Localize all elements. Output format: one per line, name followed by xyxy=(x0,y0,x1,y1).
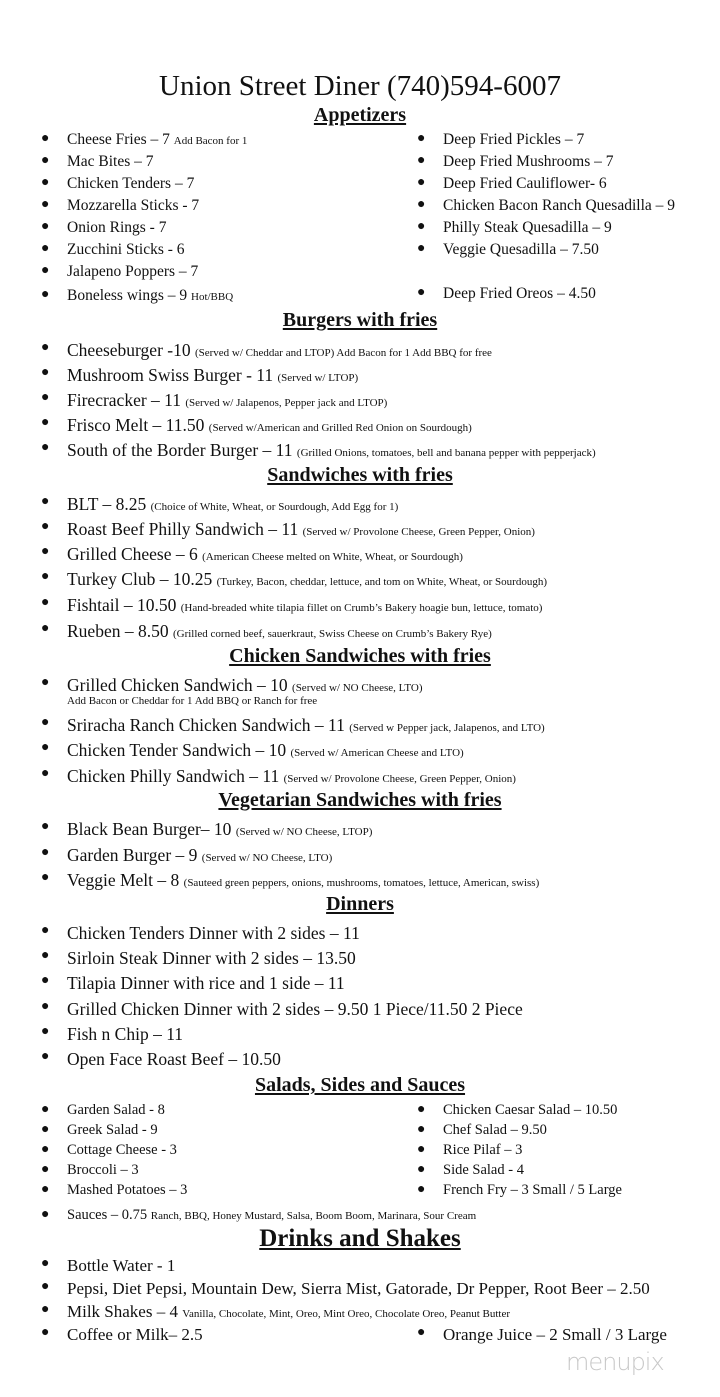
item-note: (Served w/ Jalapenos, Pepper jack and LTOP) xyxy=(185,397,388,409)
item-name: Sauces – 0.75 xyxy=(67,1207,148,1223)
item-note: (Served w/ NO Cheese, LTO) xyxy=(292,682,423,694)
menu-item xyxy=(41,621,492,642)
section-heading: Chicken Sandwiches with fries xyxy=(229,645,491,667)
item-note: (American Cheese melted on White, Wheat, or Sourdough) xyxy=(202,551,463,563)
item-note: (Served w/ NO Cheese, LTOP) xyxy=(235,826,373,838)
bullet-icon: ● xyxy=(41,923,50,938)
menu-item xyxy=(41,766,516,787)
item-name: Fish n Chip – 11 xyxy=(67,1024,184,1044)
menu-item xyxy=(417,241,599,259)
menu-item xyxy=(41,1162,139,1179)
menu-item xyxy=(417,285,596,303)
menu-item xyxy=(417,1142,523,1159)
menu-item xyxy=(41,870,540,891)
item-note: Ranch, BBQ, Honey Mustard, Salsa, Boom Boom, Marinara, Sour Cream xyxy=(150,1210,477,1222)
bullet-icon: ● xyxy=(41,1279,50,1294)
menu-item xyxy=(41,999,523,1020)
bullet-icon: ● xyxy=(417,131,426,146)
item-name: Jalapeno Poppers – 7 xyxy=(67,263,199,280)
bullet-icon: ● xyxy=(417,1325,426,1340)
bullet-icon: ● xyxy=(41,675,50,690)
bullet-icon: ● xyxy=(417,1182,426,1197)
menu-item xyxy=(41,1142,177,1159)
item-name: Deep Fried Cauliflower- 6 xyxy=(443,175,607,192)
item-name: Zucchini Sticks - 6 xyxy=(67,241,185,258)
bullet-icon: ● xyxy=(41,390,50,405)
bullet-icon: ● xyxy=(41,1049,50,1064)
bullet-icon: ● xyxy=(417,241,426,256)
bullet-icon: ● xyxy=(41,621,50,636)
bullet-icon: ● xyxy=(417,1102,426,1117)
bullet-icon: ● xyxy=(41,131,50,146)
item-name: Broccoli – 3 xyxy=(67,1162,139,1178)
menu-item xyxy=(41,923,360,944)
item-name: Coffee or Milk– 2.5 xyxy=(67,1325,203,1344)
restaurant-title: Union Street Diner (740)594-6007 xyxy=(159,70,561,102)
bullet-icon: ● xyxy=(417,1142,426,1157)
item-name: Roast Beef Philly Sandwich – 11 xyxy=(67,519,299,539)
item-name: Sirloin Steak Dinner with 2 sides – 13.50 xyxy=(67,948,356,968)
item-note: Hot/BBQ xyxy=(191,291,234,303)
menu-item xyxy=(417,1325,667,1345)
item-name: Veggie Melt – 8 xyxy=(67,870,180,890)
item-name: Mashed Potatoes – 3 xyxy=(67,1182,188,1198)
item-name: Black Bean Burger– 10 xyxy=(67,819,232,839)
menu-item xyxy=(41,1256,176,1276)
menu-item xyxy=(41,948,356,969)
item-note: (Served w/ Cheddar and LTOP) Add Bacon for 1 Add BBQ for free xyxy=(194,347,492,359)
bullet-icon: ● xyxy=(41,1024,50,1039)
item-note: (Choice of White, Wheat, or Sourdough, Add Egg for 1) xyxy=(150,501,399,513)
item-name: Garden Burger – 9 xyxy=(67,845,198,865)
item-name: Fishtail – 10.50 xyxy=(67,595,177,615)
item-note: (Turkey, Bacon, cheddar, lettuce, and tom on White, Wheat, or Sourdough) xyxy=(216,576,547,588)
item-name: Greek Salad - 9 xyxy=(67,1122,158,1138)
item-name: Deep Fried Oreos – 4.50 xyxy=(443,285,596,302)
watermark-logo: menupix xyxy=(566,1348,664,1376)
bullet-icon: ● xyxy=(417,1162,426,1177)
item-name: Garden Salad - 8 xyxy=(67,1102,165,1118)
bullet-icon: ● xyxy=(41,287,50,302)
menu-item xyxy=(41,1122,158,1139)
menu-item xyxy=(41,715,545,736)
item-name: Tilapia Dinner with rice and 1 side – 11 xyxy=(67,973,345,993)
item-note: (Served w Pepper jack, Jalapenos, and LTO) xyxy=(349,722,545,734)
menu-item xyxy=(41,340,492,361)
menu-item xyxy=(41,1049,281,1070)
menu-item xyxy=(417,153,614,171)
menu-item xyxy=(417,175,607,193)
item-name: Chicken Caesar Salad – 10.50 xyxy=(443,1102,618,1118)
menu-item xyxy=(41,569,547,590)
menu-item xyxy=(41,365,359,386)
menu-item xyxy=(417,131,585,149)
bullet-icon: ● xyxy=(41,595,50,610)
menu-item xyxy=(41,1024,184,1045)
item-name: Chicken Bacon Ranch Quesadilla – 9 xyxy=(443,197,676,214)
bullet-icon: ● xyxy=(41,715,50,730)
menu-item xyxy=(41,819,373,840)
bullet-icon: ● xyxy=(41,1302,50,1317)
item-name: Firecracker – 11 xyxy=(67,390,182,410)
section-heading: Drinks and Shakes xyxy=(259,1225,461,1252)
bullet-icon: ● xyxy=(41,845,50,860)
item-name: Rice Pilaf – 3 xyxy=(443,1142,523,1158)
menu-item xyxy=(41,440,596,461)
bullet-icon: ● xyxy=(41,365,50,380)
bullet-icon: ● xyxy=(41,494,50,509)
item-name: South of the Border Burger – 11 xyxy=(67,440,293,460)
item-name: BLT – 8.25 xyxy=(67,494,147,514)
bullet-icon: ● xyxy=(41,999,50,1014)
item-name: Sriracha Ranch Chicken Sandwich – 11 xyxy=(67,715,345,735)
item-note: (Served w/ NO Cheese, LTO) xyxy=(201,852,333,864)
bullet-icon: ● xyxy=(41,1142,50,1157)
menu-item xyxy=(417,1182,622,1199)
bullet-icon: ● xyxy=(417,1122,426,1137)
bullet-icon: ● xyxy=(41,153,50,168)
item-name: Deep Fried Mushrooms – 7 xyxy=(443,153,614,170)
item-name: Chicken Tenders – 7 xyxy=(67,175,195,192)
bullet-icon: ● xyxy=(417,153,426,168)
item-name: Frisco Melt – 11.50 xyxy=(67,415,205,435)
bullet-icon: ● xyxy=(41,440,50,455)
item-note: (Served w/ LTOP) xyxy=(277,372,359,384)
menu-item xyxy=(41,519,535,540)
bullet-icon: ● xyxy=(417,285,426,300)
bullet-icon: ● xyxy=(41,973,50,988)
bullet-icon: ● xyxy=(41,263,50,278)
section-heading: Dinners xyxy=(326,893,394,915)
menu-item xyxy=(41,1302,511,1322)
item-note: (Grilled corned beef, sauerkraut, Swiss Cheese on Crumb’s Bakery Rye) xyxy=(172,628,492,640)
item-name: Mushroom Swiss Burger - 11 xyxy=(67,365,274,385)
bullet-icon: ● xyxy=(41,948,50,963)
bullet-icon: ● xyxy=(41,340,50,355)
bullet-icon: ● xyxy=(41,219,50,234)
bullet-icon: ● xyxy=(41,197,50,212)
item-name: Deep Fried Pickles – 7 xyxy=(443,131,585,148)
item-name: Milk Shakes – 4 xyxy=(67,1302,178,1321)
item-name: Grilled Chicken Sandwich – 10 xyxy=(67,675,288,695)
item-name: Chicken Tenders Dinner with 2 sides – 11 xyxy=(67,923,360,943)
item-name: Orange Juice – 2 Small / 3 Large xyxy=(443,1325,667,1344)
bullet-icon: ● xyxy=(41,544,50,559)
item-name: French Fry – 3 Small / 5 Large xyxy=(443,1182,622,1198)
bullet-icon: ● xyxy=(417,197,426,212)
bullet-icon: ● xyxy=(41,415,50,430)
item-name: Mac Bites – 7 xyxy=(67,153,154,170)
menu-item xyxy=(417,219,612,237)
bullet-icon: ● xyxy=(41,519,50,534)
menu-item xyxy=(41,1207,477,1224)
section-heading: Sandwiches with fries xyxy=(267,464,453,486)
item-name: Chicken Philly Sandwich – 11 xyxy=(67,766,280,786)
bullet-icon: ● xyxy=(41,740,50,755)
menu-item xyxy=(41,595,543,616)
item-name: Cheese Fries – 7 xyxy=(67,131,170,148)
item-note: (Served w/American and Grilled Red Onion on Sourdough) xyxy=(208,422,472,434)
bullet-icon: ● xyxy=(417,175,426,190)
bullet-icon: ● xyxy=(41,1122,50,1137)
item-name: Open Face Roast Beef – 10.50 xyxy=(67,1049,281,1069)
menu-item xyxy=(41,1182,188,1199)
menu-item xyxy=(41,494,399,515)
item-name: Pepsi, Diet Pepsi, Mountain Dew, Sierra Mist, Gatorade, Dr Pepper, Root Beer – 2.50 xyxy=(67,1279,650,1298)
item-note: (Grilled Onions, tomatoes, bell and banana pepper with pepperjack) xyxy=(296,447,596,459)
menu-item xyxy=(41,390,388,411)
menu-item xyxy=(417,1122,547,1139)
item-name: Grilled Cheese – 6 xyxy=(67,544,198,564)
menu-item xyxy=(41,197,200,215)
menu-item xyxy=(41,219,167,237)
menu-item xyxy=(41,263,199,281)
item-name: Philly Steak Quesadilla – 9 xyxy=(443,219,612,236)
menu-item xyxy=(41,845,333,866)
bullet-icon: ● xyxy=(41,1162,50,1177)
bullet-icon: ● xyxy=(41,241,50,256)
item-subnote: Add Bacon or Cheddar for 1 Add BBQ or Ranch for free xyxy=(67,695,318,707)
item-name: Side Salad - 4 xyxy=(443,1162,524,1178)
section-heading: Vegetarian Sandwiches with fries xyxy=(218,789,502,811)
menu-item xyxy=(41,287,234,305)
item-name: Chicken Tender Sandwich – 10 xyxy=(67,740,287,760)
bullet-icon: ● xyxy=(41,1325,50,1340)
item-note: (Sauteed green peppers, onions, mushrooms, tomatoes, lettuce, American, swiss) xyxy=(183,877,540,889)
item-name: Veggie Quesadilla – 7.50 xyxy=(443,241,599,258)
item-name: Grilled Chicken Dinner with 2 sides – 9.50 1 Piece/11.50 2 Piece xyxy=(67,999,523,1019)
bullet-icon: ● xyxy=(41,1102,50,1117)
menu-item xyxy=(41,740,464,761)
bullet-icon: ● xyxy=(41,1207,50,1222)
bullet-icon: ● xyxy=(41,569,50,584)
section-heading: Burgers with fries xyxy=(282,309,438,331)
item-note: (Served w/ Provolone Cheese, Green Pepper, Onion) xyxy=(302,526,535,538)
menu-item xyxy=(41,544,463,565)
bullet-icon: ● xyxy=(41,819,50,834)
section-heading: Appetizers xyxy=(313,104,407,126)
menu-item xyxy=(417,1162,524,1179)
menu-item xyxy=(41,675,423,696)
item-name: Bottle Water - 1 xyxy=(67,1256,176,1275)
menu-item xyxy=(41,415,472,436)
item-note: Vanilla, Chocolate, Mint, Oreo, Mint Oreo, Chocolate Oreo, Peanut Butter xyxy=(182,1308,511,1320)
item-note: (Served w/ Provolone Cheese, Green Pepper, Onion) xyxy=(283,773,516,785)
item-name: Mozzarella Sticks - 7 xyxy=(67,197,200,214)
item-name: Rueben – 8.50 xyxy=(67,621,169,641)
menu-item xyxy=(41,973,345,994)
section-heading: Salads, Sides and Sauces xyxy=(254,1074,466,1096)
item-note: (Served w/ American Cheese and LTO) xyxy=(290,747,464,759)
bullet-icon: ● xyxy=(41,1256,50,1271)
item-name: Chef Salad – 9.50 xyxy=(443,1122,547,1138)
bullet-icon: ● xyxy=(417,219,426,234)
item-name: Turkey Club – 10.25 xyxy=(67,569,213,589)
menu-item xyxy=(41,153,154,171)
item-name: Boneless wings – 9 xyxy=(67,287,188,304)
item-note: (Hand-breaded white tilapia fillet on Crumb’s Bakery hoagie bun, lettuce, tomato) xyxy=(180,602,543,614)
bullet-icon: ● xyxy=(41,766,50,781)
menu-item xyxy=(41,1102,165,1119)
bullet-icon: ● xyxy=(41,870,50,885)
item-name: Cottage Cheese - 3 xyxy=(67,1142,177,1158)
menu-item xyxy=(41,131,248,149)
item-name: Onion Rings - 7 xyxy=(67,219,167,236)
menu-item xyxy=(41,1325,203,1345)
bullet-icon: ● xyxy=(41,175,50,190)
menu-item xyxy=(41,175,195,193)
item-note: Add Bacon for 1 xyxy=(173,135,248,147)
menu-item xyxy=(41,1279,650,1299)
menu-item xyxy=(41,241,185,259)
menu-item xyxy=(417,1102,618,1119)
bullet-icon: ● xyxy=(41,1182,50,1197)
item-name: Cheeseburger -10 xyxy=(67,340,191,360)
menu-item xyxy=(417,197,676,215)
